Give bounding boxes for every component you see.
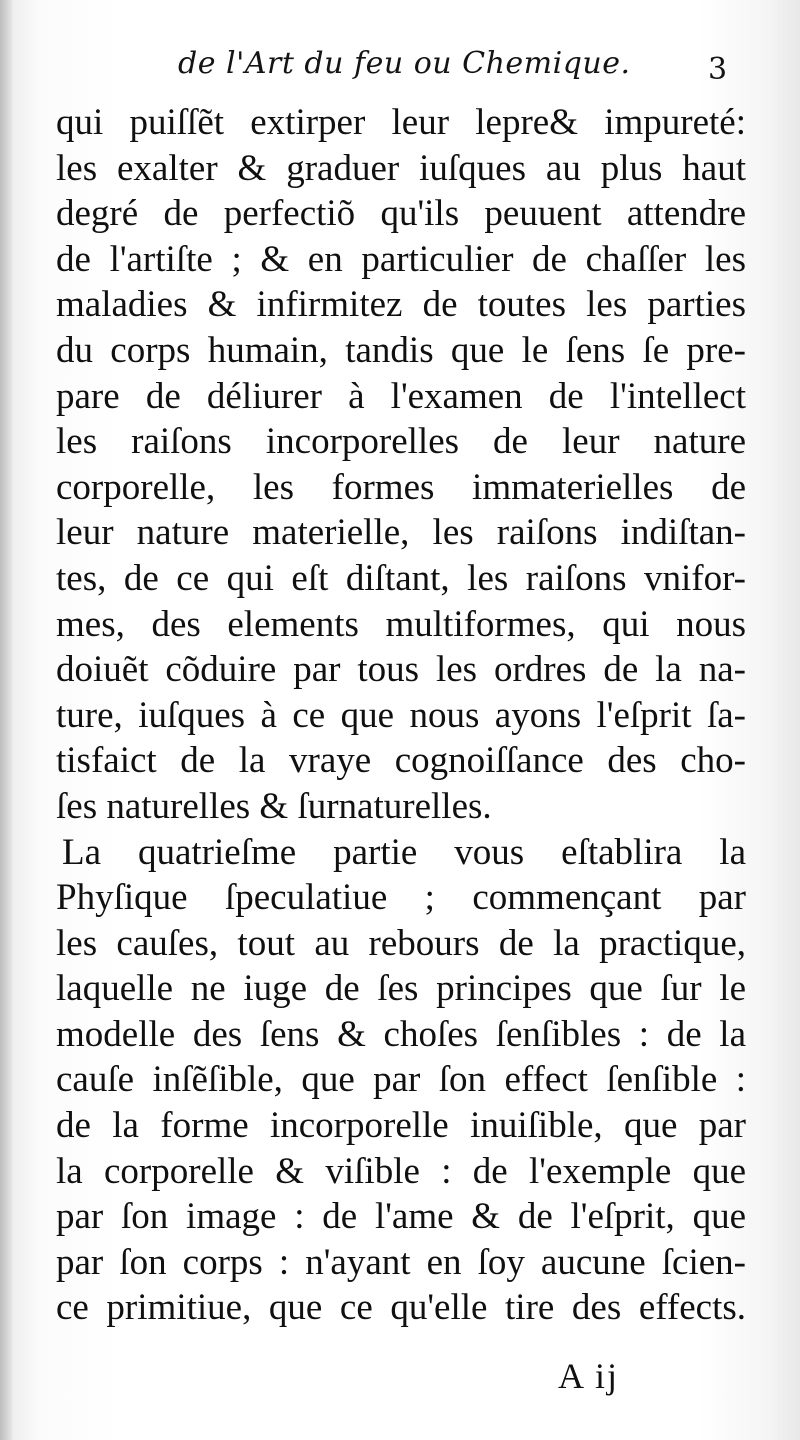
text-line: laquelle ne iuge de ſes principes que ſur le — [56, 968, 746, 1010]
text-line: la corporelle & viſible : de l'exemple que — [56, 1150, 746, 1192]
text-line: les exalter & graduer iuſques au plus haut — [56, 147, 746, 189]
text-line: modelle des ſens & choſes ſenſibles : de la — [56, 1013, 746, 1055]
text-line: corporelle, les formes immaterielles de — [56, 466, 746, 508]
text-line: maladies & infirmitez de toutes les parties — [56, 284, 746, 326]
page-header — [0, 40, 800, 100]
text-line: degré de perfectiõ qu'ils peuuent attendre — [56, 193, 746, 235]
text-line: tes, de ce qui eſt diſtant, les raiſons vnifor- — [56, 557, 746, 599]
text-line: de la forme incorporelle inuiſible, que par — [56, 1105, 746, 1147]
text-line: par ſon corps : n'ayant en ſoy aucune ſcien- — [56, 1241, 746, 1283]
text-line: pare de déliurer à l'examen de l'intellect — [56, 375, 746, 417]
running-title: de l'Art du feu ou Chemique. — [178, 46, 631, 81]
page-gutter-shadow — [0, 0, 12, 1440]
text-line: ture, iuſques à ce que nous ayons l'eſprit ſa- — [56, 694, 746, 736]
text-line: par ſon image : de l'ame & de l'eſprit, que — [56, 1196, 746, 1238]
text-line: ce primitiue, que ce qu'elle tire des effects. — [56, 1287, 746, 1329]
text-line: mes, des elements multiformes, qui nous — [56, 603, 746, 645]
text-line: Phyſique ſpeculatiue ; commençant par — [56, 877, 746, 919]
text-line: de l'artiſte ; & en particulier de chaſſer les — [56, 238, 746, 280]
signature-mark: A ij — [558, 1356, 620, 1396]
text-line: doiuẽt cõduire par tous les ordres de la na- — [56, 649, 746, 691]
paragraph-end-line: ſes naturelles & ſurnaturelles. — [56, 785, 492, 827]
text-line: qui puiſſẽt extirper leur lepre& impureté: — [56, 102, 746, 143]
text-line: du corps humain, tandis que le ſens ſe pre- — [56, 329, 746, 371]
text-line: les cauſes, tout au rebours de la practique, — [56, 922, 746, 964]
page-footer — [0, 1355, 800, 1405]
paragraph-start-line: La quatrieſme partie vous eſtablira la — [62, 831, 746, 873]
page-number: 3 — [708, 52, 728, 87]
body-text — [56, 100, 746, 1331]
text-line: cauſe inſẽſible, que par ſon effect ſenſible : — [56, 1059, 746, 1101]
text-line: leur nature materielle, les raiſons indiſtan- — [56, 512, 746, 554]
text-line: les raiſons incorporelles de leur nature — [56, 421, 746, 463]
text-line: tisfaict de la vraye cognoiſſance des cho- — [56, 740, 746, 782]
